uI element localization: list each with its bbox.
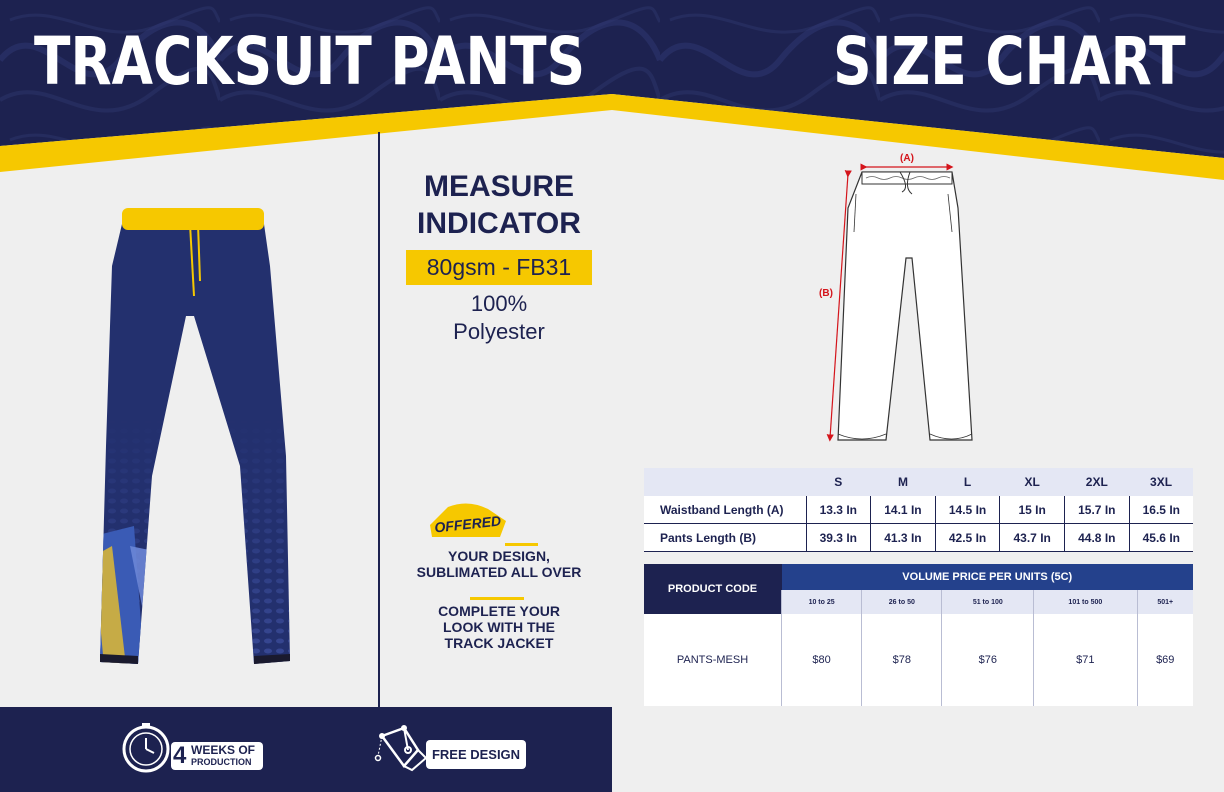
design-text [386,548,612,580]
row-label: Pants Length (B) [644,524,806,552]
price-cell: $69 [1137,614,1193,706]
weeks-label: WEEKS OF [191,743,256,757]
table-cell: 16.5 In [1129,496,1193,524]
material-line1: 100% [470,291,528,316]
tier-header: 51 to 100 [942,590,1034,614]
volume-price-header: VOLUME PRICE PER UNITS (5C) [782,564,1194,590]
size-header: M [871,468,936,496]
product-code-cell: PANTS-MESH [644,614,782,706]
material-line2: Polyester [453,319,545,344]
table-cell: 13.3 In [806,496,871,524]
free-design-badge: FREE DESIGN [426,740,526,769]
price-header-row [644,564,1193,590]
table-row [644,496,1193,524]
table-cell: 45.6 In [1129,524,1193,552]
size-chart-title: SIZE CHART [833,23,1186,100]
table-cell: 14.5 In [935,496,1000,524]
design-line1: YOUR DESIGN, [448,548,550,564]
design-line2: SUBLIMATED ALL OVER [416,564,582,580]
product-code-header: PRODUCT CODE [644,564,782,614]
price-cell: $76 [942,614,1034,706]
size-header: XL [1000,468,1065,496]
section-divider-line [470,597,524,600]
price-table [644,564,1193,706]
size-header: S [806,468,871,496]
size-header: 2XL [1065,468,1130,496]
table-cell: 15.7 In [1065,496,1130,524]
offered-badge-text: OFFERED [433,512,502,536]
tier-header: 26 to 50 [862,590,942,614]
tier-header: 10 to 25 [782,590,862,614]
table-cell: 39.3 In [806,524,871,552]
size-header: 3XL [1129,468,1193,496]
pants-measure-sketch [812,148,992,448]
table-cell: 42.5 In [935,524,1000,552]
size-chart-table [644,468,1193,552]
price-cell: $71 [1034,614,1137,706]
pants-product-image [94,206,294,668]
table-cell: 44.8 In [1065,524,1130,552]
measure-label-a: (A) [900,153,914,164]
row-label: Waistband Length (A) [644,496,806,524]
measure-label-b: (B) [819,288,833,299]
complete-line2: LOOK WITH THE [443,619,555,635]
price-cell: $80 [782,614,862,706]
production-label: PRODUCTION [191,757,252,767]
table-row [644,614,1193,706]
measure-title-line1: MEASURE [423,170,574,203]
offered-underline [505,543,538,546]
pen-tool-icon [374,720,434,772]
fabric-gsm-badge: 80gsm - FB31 [406,250,592,285]
table-cell: 43.7 In [1000,524,1065,552]
complete-line3: TRACK JACKET [444,635,554,651]
page-title: TRACKSUIT PANTS [34,23,586,100]
weeks-number: 4 [173,742,187,769]
tier-header: 101 to 500 [1034,590,1137,614]
material-text [386,290,612,346]
vertical-divider [378,132,380,707]
table-cell: 41.3 In [871,524,936,552]
price-cell: $78 [862,614,942,706]
offered-badge [426,503,510,543]
table-cell: 15 In [1000,496,1065,524]
measure-indicator-heading [386,168,612,242]
stopwatch-icon [120,722,172,774]
table-cell: 14.1 In [871,496,936,524]
production-time-badge [171,742,263,770]
measure-title-line2: INDICATOR [417,207,581,240]
complete-line1: COMPLETE YOUR [438,603,560,619]
size-header-blank [644,468,806,496]
complete-look-text [386,603,612,651]
table-row [644,524,1193,552]
tier-header: 501+ [1137,590,1193,614]
size-header-row [644,468,1193,496]
size-header: L [935,468,1000,496]
